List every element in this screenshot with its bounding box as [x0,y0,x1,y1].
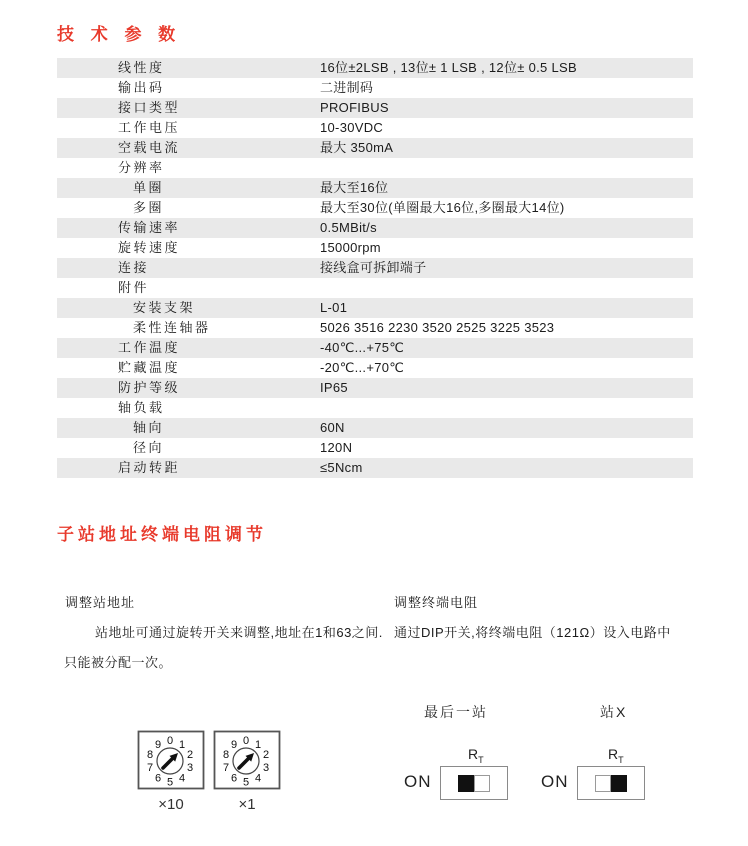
rt-resistor-label: $R_T$ [468,746,484,765]
rotary-digit: 5 [166,776,174,789]
dip-last-station-title: 最后一站 [424,704,488,720]
rt-resistor-label: $R_T$ [608,746,624,765]
table-row [57,138,693,158]
spec-label: 单圈 [133,180,165,195]
spec-value: 二进制码 [320,80,374,95]
spec-value: 10-30VDC [320,120,384,135]
spec-label: 连接 [118,260,150,275]
rotary-multiplier-label-x10: ×10 [158,796,184,813]
spec-label: 附件 [118,280,150,295]
table-row [57,378,693,398]
dip-station-x-title: 站X [600,704,628,720]
table-row [57,458,693,478]
spec-label: 旋转速度 [118,240,181,255]
spec-value: 16位±2LSB , 13位± 1 LSB , 12位± 0.5 LSB [320,60,577,75]
spec-value: 最大至30位(单圈最大16位,多圈最大14位) [320,200,565,215]
rotary-switch-x1 [213,730,281,790]
spec-value: ≤5Ncm [320,460,363,475]
dip-cell-off [474,775,490,792]
dip-slider [595,775,627,792]
table-row [57,98,693,118]
spec-label: 防护等级 [118,380,181,395]
spec-value [320,158,693,178]
spec-value: -20℃...+70℃ [320,360,405,375]
rotary-digit: 8 [146,749,154,761]
spec-value: IP65 [320,380,348,395]
rotary-digit: 5 [242,776,250,789]
spec-value: 接线盒可拆卸端子 [320,260,427,275]
spec-value: 15000rpm [320,240,381,255]
table-row [57,218,693,238]
table-row [57,238,693,258]
dip-switch-last-station [440,766,508,800]
spec-label: 轴负载 [118,400,165,415]
table-row [57,418,693,438]
spec-label: 线性度 [118,60,165,75]
table-row [57,178,693,198]
spec-label: 柔性连轴器 [133,320,211,335]
spec-label: 空载电流 [118,140,181,155]
spec-label: 贮藏温度 [118,360,181,375]
spec-label: 径向 [133,440,165,455]
table-row [57,158,693,178]
adjust-termination-resistor-heading: 调整终端电阻 [394,595,479,610]
rotary-digit: 1 [254,739,262,751]
spec-value: 5026 3516 2230 3520 2525 3225 3523 [320,320,555,335]
dip-slider [458,775,490,792]
spec-value: -40℃...+75℃ [320,340,405,355]
spec-label: 接口类型 [118,100,181,115]
spec-value: 120N [320,440,353,455]
spec-label: 输出码 [118,80,165,95]
adjust-station-address-heading: 调整站地址 [65,595,136,610]
rotary-digit: 2 [186,749,194,761]
station-address-text-line2: 只能被分配一次。 [64,655,173,670]
rotary-switch-x10 [137,730,205,790]
rotary-digit: 0 [242,735,250,747]
rotary-digit: 0 [166,735,174,747]
spec-value: 最大至16位 [320,180,389,195]
table-row [57,318,693,338]
table-row [57,258,693,278]
rotary-digit: 1 [178,739,186,751]
spec-label: 启动转距 [118,460,181,475]
rotary-digit: 8 [222,749,230,761]
table-row [57,58,693,78]
table-row [57,278,693,298]
table-row [57,78,693,98]
spec-label: 轴向 [133,420,165,435]
section-title-technical-parameters: 技 术 参 数 [57,25,182,44]
rotary-digit: 6 [230,772,238,785]
spec-label: 工作温度 [118,340,181,355]
dip-switch-station-x [577,766,645,800]
station-address-text-line1: 站地址可通过旋转开关来调整,地址在1和63之间. [95,625,383,640]
spec-value [320,278,693,298]
rotary-digit: 2 [262,749,270,761]
table-row [57,358,693,378]
rotary-digit: 7 [222,762,230,774]
spec-label: 多圈 [133,200,165,215]
table-row [57,198,693,218]
rotary-digit: 6 [154,772,162,785]
rotary-digit: 3 [262,762,270,774]
table-row [57,118,693,138]
rotary-multiplier-label-x1: ×1 [238,796,256,813]
spec-label: 安装支架 [133,300,196,315]
table-row [57,438,693,458]
dip-cell-on [458,775,474,792]
on-label: ON [404,772,432,791]
dip-cell-on [611,775,627,792]
table-row [57,398,693,418]
rotary-digit: 4 [254,772,262,785]
termination-resistor-text: 通过DIP开关,将终端电阻（121Ω）设入电路中 [394,625,671,640]
spec-table [57,58,693,478]
rotary-digit: 3 [186,762,194,774]
spec-label: 工作电压 [118,120,181,135]
spec-value: 最大 350mA [320,140,394,155]
spec-label: 分辨率 [118,160,165,175]
table-row [57,338,693,358]
rotary-digit: 7 [146,762,154,774]
spec-value: 0.5MBit/s [320,220,377,235]
spec-value: L-01 [320,300,348,315]
spec-value [320,398,693,418]
rotary-digit: 4 [178,772,186,785]
spec-label: 传输速率 [118,220,181,235]
on-label: ON [541,772,569,791]
dip-cell-off [595,775,611,792]
table-row [57,298,693,318]
spec-value: PROFIBUS [320,100,389,115]
rotary-digit: 9 [154,739,162,751]
rotary-digit: 9 [230,739,238,751]
spec-value: 60N [320,420,345,435]
section-title-slave-address-termination: 子站地址终端电阻调节 [57,525,267,544]
